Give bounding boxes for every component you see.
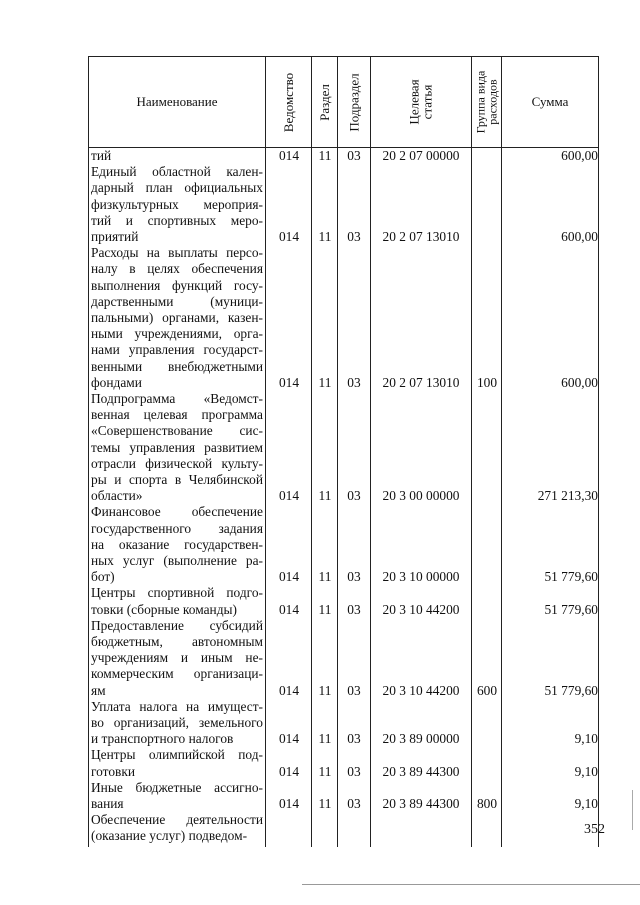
row-podrazdel: 03 (347, 682, 361, 698)
header-razdel (312, 57, 337, 147)
row-summa: 9,10 (574, 795, 598, 811)
header-gruppa (472, 57, 501, 147)
row-podrazdel: 03 (347, 374, 361, 390)
row-summa: 51 779,60 (544, 569, 598, 585)
row-name-line: Финансовое обеспечение (91, 504, 263, 520)
table-row (0, 245, 640, 391)
row-name (91, 391, 263, 504)
table-row (0, 164, 640, 245)
page-number: 352 (584, 822, 605, 837)
row-name-line: Подпрограмма «Ведомст- (91, 391, 263, 406)
row-name (91, 618, 263, 699)
row-name-line: вания (91, 796, 124, 811)
header-vedomstvo (266, 57, 311, 147)
row-name-line: государственного задания (91, 520, 263, 536)
row-celevaya-statya: 20 3 10 44200 (382, 682, 460, 698)
table-row (0, 780, 640, 812)
row-name-line: дарный план официальных (91, 180, 263, 196)
row-name-line: коммерческим организаци- (91, 666, 263, 682)
row-name-line: венными внебюджетными (91, 358, 263, 374)
row-podrazdel: 03 (347, 795, 361, 811)
row-razdel: 11 (318, 228, 332, 244)
row-celevaya-statya: 20 3 89 00000 (382, 731, 460, 747)
row-name-line: Уплата налога на имущест- (91, 698, 263, 714)
row-name-line: Иные бюджетные ассигно- (91, 779, 263, 795)
header-podrazdel (338, 57, 370, 147)
row-name (91, 245, 263, 391)
header-gruppa-line1: Группа вида (473, 70, 488, 134)
row-razdel: 11 (318, 601, 332, 617)
row-name-line: отрасли физической культу- (91, 455, 263, 471)
row-razdel: 11 (318, 148, 332, 163)
row-name-line: дарственными (муници- (91, 293, 263, 309)
row-celevaya-statya: 20 3 10 44200 (382, 601, 460, 617)
row-name-line: тий и спортивных меро- (91, 212, 263, 228)
row-gruppa: 100 (476, 374, 498, 390)
row-podrazdel: 03 (347, 228, 361, 244)
row-celevaya-statya: 20 2 07 13010 (382, 374, 460, 390)
table-row (0, 391, 640, 504)
row-name-line: Центры спортивной подго- (91, 585, 263, 601)
row-name-line: Предоставление субсидий (91, 617, 263, 633)
row-summa: 271 213,30 (537, 488, 598, 504)
row-celevaya-statya: 20 3 89 44300 (382, 763, 460, 779)
row-name-line: «Совершенствование сис- (91, 423, 263, 439)
scan-edge-line (302, 884, 640, 885)
row-name-line: учреждениям и иным не- (91, 650, 263, 666)
header-gruppa-label (475, 71, 499, 134)
row-name-line: налу в целях обеспечения (91, 261, 263, 277)
row-name-line: бюджетным, автономным (91, 634, 263, 649)
header-celevaya-label (408, 79, 434, 124)
row-podrazdel: 03 (347, 148, 361, 163)
row-name-line: готовки (91, 763, 136, 779)
row-podrazdel: 03 (347, 569, 361, 585)
row-name-line: приятий (91, 229, 139, 244)
row-name-line: Обеспечение деятельности (91, 812, 263, 828)
row-razdel: 11 (318, 795, 332, 811)
row-name-line: ям (91, 682, 106, 698)
row-name-line: выполнения функций госу- (91, 277, 263, 293)
row-summa: 51 779,60 (544, 682, 598, 698)
row-name-line: венная целевая программа (91, 407, 263, 423)
row-vedomstvo: 014 (278, 795, 300, 811)
row-name-line: на оказание государствен- (91, 536, 263, 552)
row-celevaya-statya: 20 2 07 13010 (382, 228, 460, 244)
row-podrazdel: 03 (347, 488, 361, 504)
row-name (91, 585, 263, 617)
row-vedomstvo: 014 (278, 731, 300, 747)
row-name-line: товки (сборные команды) (91, 601, 237, 617)
row-vedomstvo: 014 (278, 569, 300, 585)
row-name (91, 812, 263, 844)
row-gruppa: 600 (476, 682, 498, 698)
row-name-line: (оказание услуг) подведом- (91, 828, 248, 844)
row-name-line: и транспортного налогов (91, 731, 234, 747)
header-celevaya-line1: Целевая (406, 79, 422, 125)
row-name-line: тий (91, 148, 112, 163)
table-row (0, 148, 640, 164)
scan-side-mark (632, 790, 633, 830)
row-razdel: 11 (318, 682, 332, 698)
row-name-line: ры и спорта в Челябинской (91, 472, 263, 488)
row-name-line: пальными) органами, казен- (91, 310, 263, 325)
table-row (0, 585, 640, 617)
row-name (91, 164, 263, 245)
row-vedomstvo: 014 (278, 148, 300, 163)
row-name (91, 747, 263, 779)
header-vedomstvo-label: Ведомство (281, 72, 296, 132)
row-summa: 51 779,60 (544, 601, 598, 617)
row-celevaya-statya: 20 2 07 00000 (382, 148, 460, 163)
row-vedomstvo: 014 (278, 374, 300, 390)
header-celevaya-line2: статья (419, 84, 435, 120)
table-row (0, 699, 640, 748)
row-vedomstvo: 014 (278, 488, 300, 504)
header-summa-label: Сумма (531, 94, 569, 109)
table-row (0, 504, 640, 585)
row-vedomstvo: 014 (278, 601, 300, 617)
row-celevaya-statya: 20 3 00 00000 (382, 488, 460, 504)
row-name-line: Центры олимпийской под- (91, 747, 263, 763)
row-name-line: области» (91, 488, 143, 504)
header-razdel-label: Раздел (317, 83, 332, 121)
row-razdel: 11 (318, 731, 332, 747)
row-razdel: 11 (318, 488, 332, 504)
row-summa: 600,00 (561, 148, 598, 163)
row-celevaya-statya: 20 3 10 00000 (382, 569, 460, 585)
row-razdel: 11 (318, 374, 332, 390)
row-razdel: 11 (318, 763, 332, 779)
row-podrazdel: 03 (347, 763, 361, 779)
row-name (91, 504, 263, 585)
row-name (91, 148, 263, 164)
header-name (89, 57, 265, 147)
row-name-line: физкультурных мероприя- (91, 196, 263, 212)
row-name-line: фондами (91, 374, 142, 390)
row-name (91, 780, 263, 812)
table-row (0, 747, 640, 779)
row-podrazdel: 03 (347, 731, 361, 747)
row-name-line: темы управления развитием (91, 439, 263, 455)
row-summa: 9,10 (574, 731, 598, 747)
row-celevaya-statya: 20 3 89 44300 (382, 795, 460, 811)
row-name-line: ных услуг (выполнение ра- (91, 553, 263, 568)
row-name-line: бот) (91, 569, 115, 585)
header-gruppa-line2: расходов (485, 79, 500, 125)
row-vedomstvo: 014 (278, 682, 300, 698)
row-summa: 600,00 (561, 228, 598, 244)
row-name-line: ными учреждениями, орга- (91, 326, 263, 342)
row-summa: 9,10 (574, 763, 598, 779)
row-name-line: Единый областной кален- (91, 164, 263, 180)
row-name-line: во организаций, земельного (91, 715, 263, 730)
row-summa: 600,00 (561, 374, 598, 390)
row-name-line: Расходы на выплаты персо- (91, 245, 263, 261)
row-vedomstvo: 014 (278, 228, 300, 244)
row-razdel: 11 (318, 569, 332, 585)
row-podrazdel: 03 (347, 601, 361, 617)
table-row (0, 812, 640, 844)
row-vedomstvo: 014 (278, 763, 300, 779)
header-summa (502, 57, 598, 147)
table-row (0, 618, 640, 699)
row-gruppa: 800 (476, 795, 498, 811)
row-name-line: нами управления государст- (91, 342, 263, 358)
header-name-label: Наименование (136, 94, 218, 109)
row-name (91, 699, 263, 748)
header-celevaya (371, 57, 471, 147)
header-podrazdel-label: Подраздел (346, 72, 362, 132)
